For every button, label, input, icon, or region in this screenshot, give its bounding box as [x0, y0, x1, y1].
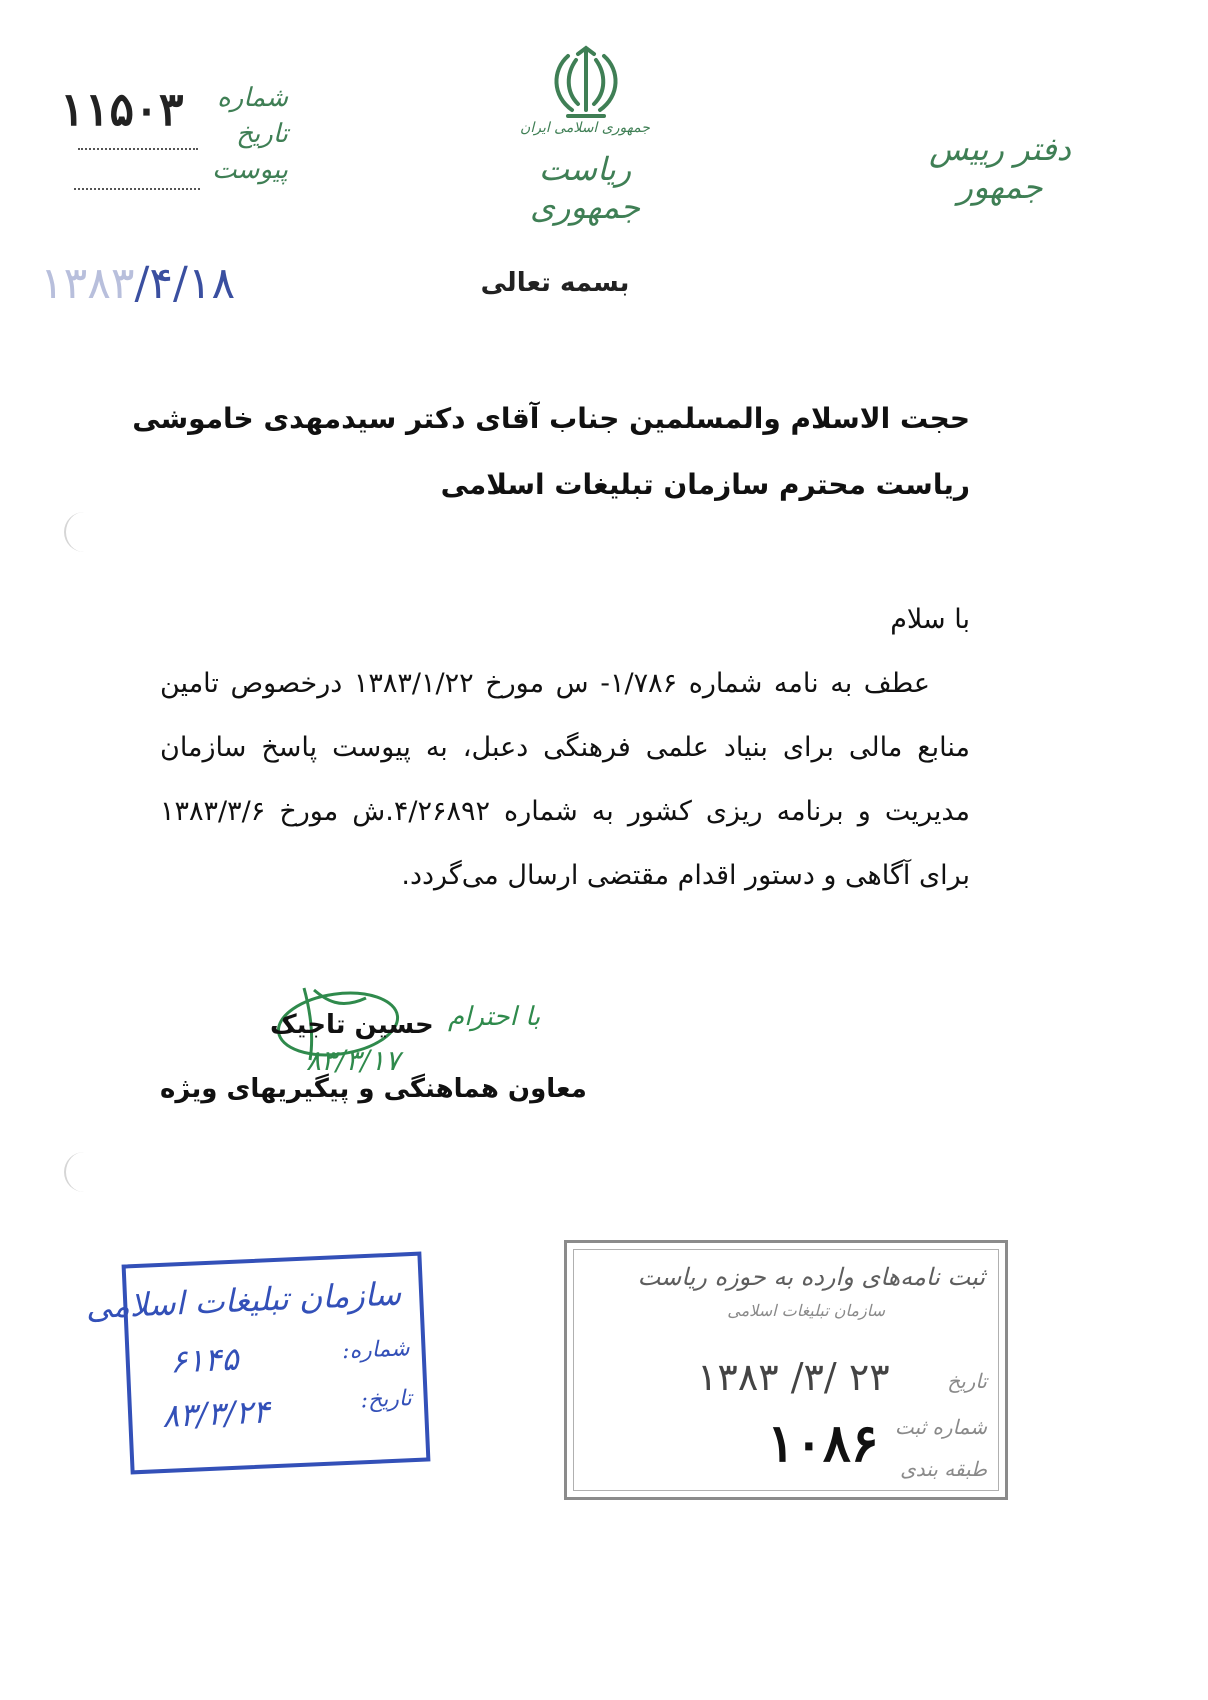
label-date: تاریخ [236, 119, 288, 149]
bismillah: بسمه تعالی [480, 268, 630, 298]
greeting: با سلام [890, 604, 970, 635]
punch-hole-mark [64, 1152, 86, 1192]
receipt-stamp-blue [85, 1252, 431, 1475]
label-number: شماره [217, 83, 288, 113]
grey-stamp-class-label: طبقه بندی [900, 1457, 987, 1481]
signer-name: حسین تاجیک [270, 1010, 434, 1040]
grey-stamp-date: ۱۳۸۳ /۳/ ۲۳ [697, 1355, 890, 1399]
letter-number: ۱۱۵۰۳ [60, 82, 184, 136]
date-dotted-line [78, 148, 198, 150]
handwritten-respect: با احترام [448, 1002, 541, 1032]
signer-title: معاون هماهنگی و پیگیریهای ویژه [160, 1074, 587, 1104]
label-attachment: پیوست [212, 155, 288, 185]
body-paragraph: عطف به نامه شماره ۱/۷۸۶- س مورخ ۱۳۸۳/۱/۲۲ درخصوص تامین منابع مالی برای بنیاد علمی فرهنگی دعبل، به پیوست پاسخ سازمان مدیریت و برنامه ریزی کشور به شماره ۴/۲۶۸۹۲.ش مورخ ۱۳۸۳/۳/۶ برای آگاهی و دستور اقدام مقتضی ارسال می‌گردد. [160, 668, 970, 891]
addressee-line-1: حجت الاسلام والمسلمین جناب آقای دکتر سیدمهدی خاموشی [132, 402, 970, 435]
header-office: دفتر رییس جمهور [929, 130, 1071, 206]
blue-stamp-title: سازمان تبلیغات اسلامی [85, 1274, 402, 1327]
grey-stamp-title: ثبت نامه‌های وارده به حوزه ریاست [637, 1263, 985, 1291]
header-presidency: ریاست جمهوری [529, 150, 641, 226]
blue-stamp-date: ۸۳/۳/۲۴ [161, 1392, 271, 1435]
grey-stamp-reg-label: شماره ثبت [894, 1415, 987, 1439]
date-stamp-day: /۴/۱۸ [134, 258, 236, 309]
blue-stamp-number: ۶۱۴۵ [169, 1339, 240, 1381]
iran-emblem-icon [548, 44, 624, 124]
grey-stamp-subtitle: سازمان تبلیغات اسلامی [727, 1301, 885, 1320]
attachment-dotted-line [74, 188, 200, 190]
addressee-line-2: ریاست محترم سازمان تبلیغات اسلامی [440, 468, 970, 501]
date-stamp-year: ۱۳۸۳ [40, 258, 135, 309]
date-stamp [40, 258, 235, 309]
punch-hole-mark [64, 512, 86, 552]
grey-stamp-number: ۱۰۸۶ [767, 1413, 879, 1474]
header-country: جمهوری اسلامی ایران [520, 120, 650, 136]
header-labels [212, 80, 288, 188]
grey-stamp-date-label: تاریخ [947, 1369, 987, 1393]
registration-stamp [564, 1240, 1008, 1500]
handwritten-date: ۸۳/۳/۱۷ [306, 1044, 401, 1077]
blue-stamp-date-label: تاریخ: [359, 1386, 413, 1414]
blue-stamp-number-label: شماره: [341, 1336, 411, 1365]
